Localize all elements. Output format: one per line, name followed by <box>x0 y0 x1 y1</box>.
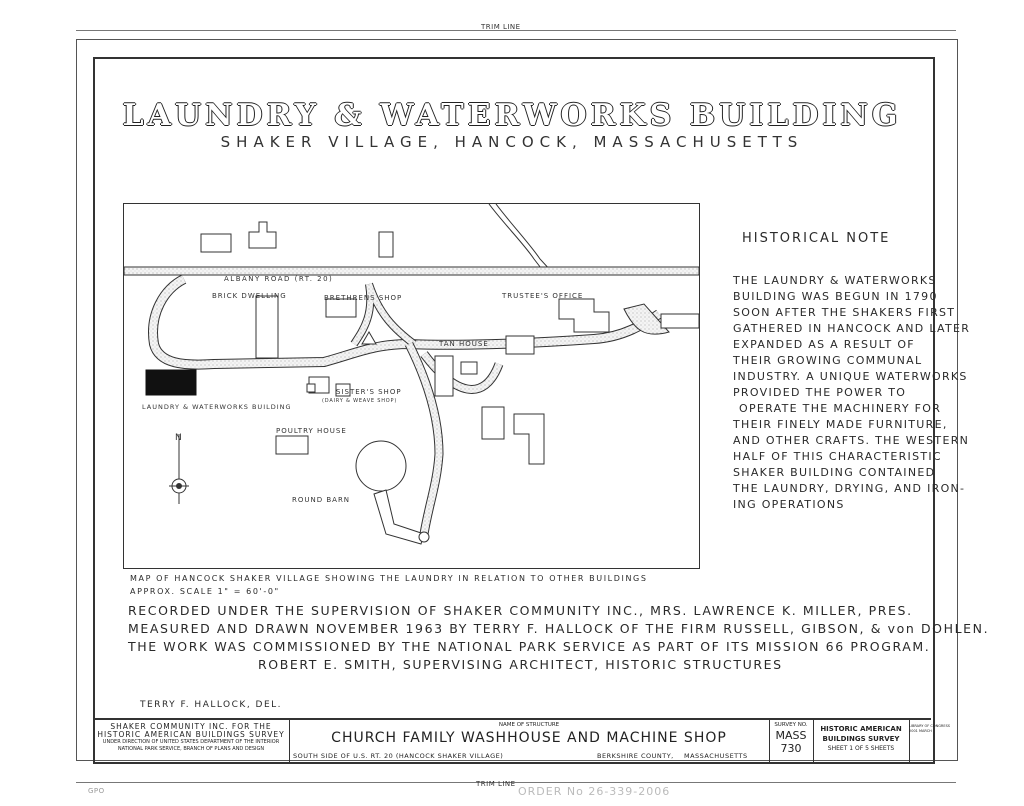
barn-silo <box>419 532 429 542</box>
laundry-label: LAUNDRY & WATERWORKS BUILDING <box>142 403 292 411</box>
brick-dwelling-bldg <box>256 296 278 358</box>
habs-line: BUILDINGS SURVEY <box>822 735 900 743</box>
note-line: THE LAUNDRY & WATERWORKS <box>733 274 937 287</box>
building <box>661 314 699 328</box>
library-line: 2001 MARCH <box>909 729 932 733</box>
agency-line: UNDER DIRECTION OF UNITED STATES DEPARTMENT OF THE INTERIOR <box>102 739 280 745</box>
structure-state: MASSACHUSETTS <box>684 752 748 760</box>
poultry-house-bldg <box>276 436 308 454</box>
title-block-survey <box>769 720 814 764</box>
albany-road <box>124 267 699 275</box>
survey-number: MASS <box>775 729 807 742</box>
sisters-shop-label: SISTER'S SHOP <box>336 388 402 396</box>
credit-line: RECORDED UNDER THE SUPERVISION OF SHAKER COMMUNITY INC., MRS. LAWRENCE K. MILLER, PRES. <box>128 603 913 618</box>
note-line: PROVIDED THE POWER TO <box>733 386 907 399</box>
map-caption: MAP OF HANCOCK SHAKER VILLAGE SHOWING THE LAUNDRY IN RELATION TO OTHER BUILDINGS <box>130 574 648 583</box>
title-block <box>93 718 951 764</box>
trim-label-bottom: TRIM LINE <box>476 780 516 788</box>
note-line: GATHERED IN HANCOCK AND LATER <box>733 322 971 335</box>
trustees-office-bldg <box>559 299 609 332</box>
note-line: THE LAUNDRY, DRYING, AND IRON- <box>733 482 966 495</box>
title-block-structure <box>289 720 770 764</box>
structure-county: BERKSHIRE COUNTY, <box>597 752 674 760</box>
structure-name: CHURCH FAMILY WASHHOUSE AND MACHINE SHOP <box>331 730 727 746</box>
sheet-number: SHEET 1 OF 5 SHEETS <box>827 745 895 752</box>
laundry-waterworks-bldg <box>146 370 196 395</box>
historical-note-text <box>733 274 971 514</box>
brethrens-shop-label: BRETHRENS SHOP <box>324 294 403 302</box>
survey-label: SURVEY NO. <box>774 722 808 728</box>
building <box>506 336 534 354</box>
round-barn-label: ROUND BARN <box>292 496 351 504</box>
building <box>482 407 504 439</box>
note-line: INDUSTRY. A UNIQUE WATERWORKS <box>733 370 968 383</box>
title-block-habs <box>813 720 910 764</box>
tan-house-label: TAN HOUSE <box>439 340 489 348</box>
note-line: HALF OF THIS CHARACTERISTIC <box>733 450 942 463</box>
credit-line: THE WORK WAS COMMISSIONED BY THE NATIONAL PARK SERVICE AS PART OF ITS MISSION 66 PROGRAM. <box>128 639 931 654</box>
recording-credits <box>0 603 1024 678</box>
sheet-subtitle: SHAKER VILLAGE, HANCOCK, MASSACHUSETTS <box>220 133 804 151</box>
delineator: TERRY F. HALLOCK, DEL. <box>140 700 283 710</box>
title-block-agency <box>93 720 290 764</box>
credit-line: ROBERT E. SMITH, SUPERVISING ARCHITECT, HISTORIC STRUCTURES <box>258 657 783 672</box>
brick-dwelling-label: BRICK DWELLING <box>212 292 287 300</box>
agency-line: NATIONAL PARK SERVICE, BRANCH OF PLANS AND DESIGN <box>117 746 265 752</box>
habs-line: HISTORIC AMERICAN <box>820 725 902 733</box>
library-line: LIBRARY OF CONGRESS <box>909 724 951 728</box>
building <box>461 362 477 374</box>
historical-note-heading: HISTORICAL NOTE <box>742 231 891 246</box>
note-line: AND OTHER CRAFTS. THE WESTERN <box>733 434 970 447</box>
structure-location: SOUTH SIDE OF U.S. RT. 20 (HANCOCK SHAKER VILLAGE) <box>293 752 504 760</box>
sisters-shop-sublabel: (DAIRY & WEAVE SHOP) <box>322 398 398 404</box>
note-line: BUILDING WAS BEGUN IN 1790 <box>733 290 938 303</box>
note-line: SHAKER BUILDING CONTAINED <box>733 466 936 479</box>
building <box>249 222 276 248</box>
order-stamp: ORDER No 26-339-2006 <box>518 785 671 798</box>
footer-left-note: GPO <box>88 787 105 795</box>
map-scale: APPROX. SCALE 1" = 60'-0" <box>130 587 280 596</box>
albany-road-label: ALBANY ROAD (RT. 20) <box>224 275 334 283</box>
note-line: OPERATE THE MACHINERY FOR <box>739 402 942 415</box>
sisters-shop-bldg <box>307 384 315 392</box>
agency-line: HISTORIC AMERICAN BUILDINGS SURVEY <box>97 730 285 739</box>
structure-name-label: NAME OF STRUCTURE <box>498 722 560 728</box>
note-line: ING OPERATIONS <box>733 498 845 511</box>
trustees-office-label: TRUSTEE'S OFFICE <box>502 292 584 300</box>
building <box>201 234 231 252</box>
barn-wing <box>374 490 424 544</box>
stream <box>489 204 552 272</box>
tan-house-bldg <box>435 356 453 396</box>
survey-number: 730 <box>780 742 802 755</box>
note-line: SOON AFTER THE SHAKERS FIRST <box>733 306 956 319</box>
note-line: EXPANDED AS A RESULT OF <box>733 338 915 351</box>
title-block-library <box>909 720 951 764</box>
poultry-house-label: POULTRY HOUSE <box>276 427 347 435</box>
north-label: N <box>175 433 182 443</box>
building <box>514 414 544 464</box>
note-line: THEIR GROWING COMMUNAL <box>733 354 923 367</box>
round-barn <box>356 441 406 491</box>
trim-line-bottom <box>76 782 956 783</box>
site-map <box>123 203 700 569</box>
sheet-title: LAUNDRY & WATERWORKS BUILDING <box>122 98 902 133</box>
note-line: THEIR FINELY MADE FURNITURE, <box>733 418 948 431</box>
credit-line: MEASURED AND DRAWN NOVEMBER 1963 BY TERRY F. HALLOCK OF THE FIRM RUSSELL, GIBSON, & von DOHLEN. <box>128 621 990 636</box>
building <box>379 232 393 257</box>
site-map-drawing <box>124 204 699 568</box>
trim-label-top: TRIM LINE <box>481 23 521 31</box>
agency-line: SHAKER COMMUNITY INC. FOR THE <box>110 722 272 731</box>
